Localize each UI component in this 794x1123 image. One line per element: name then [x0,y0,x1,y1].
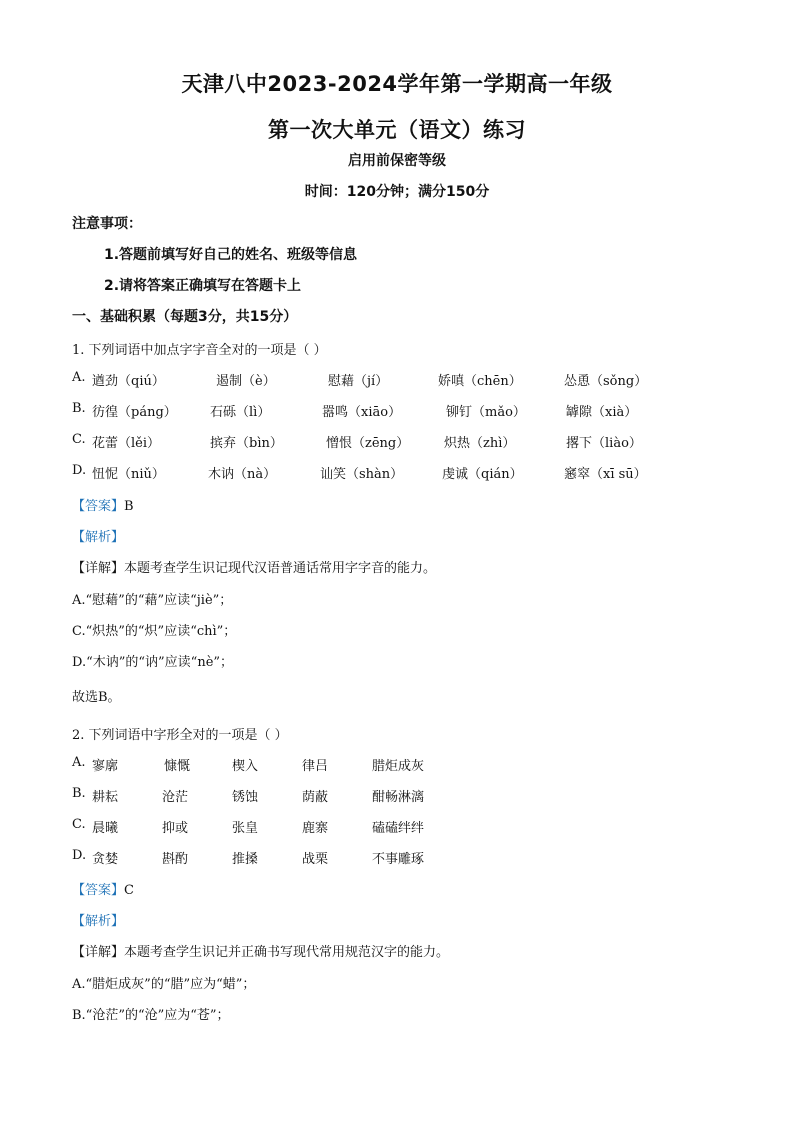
option-word: 张皇 [232,821,259,836]
q1-conclusion: 故选B。 [72,690,121,705]
option-word: 石砾（lì） [210,405,271,420]
option-word: 锈蚀 [232,790,259,805]
notice-item-2: 2.请将答案正确填写在答题卡上 [104,278,302,294]
option-word: 罅隙（xià） [566,405,638,420]
time-score-label: 时间：120分钟；满分150分 [304,184,490,200]
option-word: 彷徨（páng） [92,405,177,420]
option-word: 斟酌 [162,852,189,867]
option-word: 摈弃（bìn） [210,436,283,451]
option-word: 窸窣（xī sū） [564,467,647,482]
option-letter: B. [72,786,86,801]
option-word: 磕磕绊绊 [372,821,425,836]
option-word: 虔诚（qián） [442,467,523,482]
q1-note-d: D.“木讷”的“讷”应读“nè”； [72,655,234,670]
doc-title-line2: 第一次大单元（语文）练习 [268,118,526,142]
option-word: 撂下（liào） [566,436,642,451]
option-word: 木讷（nà） [208,467,277,482]
option-word: 不事雕琢 [372,852,425,867]
confidential-label: 启用前保密等级 [348,153,446,169]
detail-text: 本题考查学生识记现代汉语普通话常用字字音的能力。 [124,561,437,576]
option-letter: D. [72,463,87,478]
option-word: 遒劲（qiú） [92,374,165,389]
option-word: 遏制（è） [216,374,276,389]
notice-heading: 注意事项： [72,216,142,232]
section-heading: 一、基础积累（每题3分，共15分） [72,309,298,325]
analysis-tag: 【解析】 [72,530,125,545]
option-word: 忸怩（niǔ） [92,467,165,482]
analysis-tag: 【解析】 [72,914,125,929]
option-word: 推搡 [232,852,259,867]
option-word: 荫蔽 [302,790,329,805]
option-letter: A. [72,370,86,385]
detail-text: 本题考查学生识记并正确书写现代常用规范汉字的能力。 [124,945,450,960]
answer-value: C [124,883,134,898]
q1-note-a: A.“慰藉”的“藉”应读“jiè”； [72,593,233,608]
option-word: 沧茫 [162,790,189,805]
option-word: 寥廓 [92,759,119,774]
option-word: 铆钉（mǎo） [446,405,526,420]
option-word: 贪婪 [92,852,119,867]
option-word: 娇嗔（chēn） [438,374,522,389]
q2-stem: 2. 下列词语中字形全对的一项是（ ） [72,728,288,743]
answer-tag: 【答案】 [72,499,125,514]
option-letter: B. [72,401,86,416]
option-word: 慷慨 [164,759,191,774]
option-word: 怂恿（sǒng） [564,374,648,389]
option-word: 晨曦 [92,821,119,836]
option-letter: A. [72,755,86,770]
detail-tag: 【详解】 [72,561,125,576]
option-word: 战栗 [302,852,329,867]
q2-note-a: A.“腊炬成灰”的“腊”应为“蜡”； [72,977,256,992]
answer-tag: 【答案】 [72,883,125,898]
detail-tag: 【详解】 [72,945,125,960]
q1-analysis-tag [72,526,124,545]
option-word: 憎恨（zēng） [326,436,410,451]
option-word: 楔入 [232,759,259,774]
q2-answer [72,879,134,898]
option-word: 讪笑（shàn） [320,467,404,482]
q1-note-c: C.“炽热”的“炽”应读“chì”； [72,624,237,639]
q1-answer [72,495,134,514]
option-word: 律吕 [302,759,329,774]
answer-value: B [124,499,134,514]
q2-analysis-tag [72,910,124,929]
option-word: 酣畅淋漓 [372,790,425,805]
option-word: 腊炬成灰 [372,759,425,774]
q2-detail [72,941,449,960]
option-letter: C. [72,817,86,832]
option-word: 抑或 [162,821,189,836]
q2-note-b: B.“沧茫”的“沧”应为“苍”； [72,1008,230,1023]
option-word: 鹿寨 [302,821,329,836]
q1-detail [72,557,436,576]
option-word: 耕耘 [92,790,119,805]
option-word: 炽热（zhì） [444,436,516,451]
option-word: 嚣鸣（xiāo） [322,405,402,420]
option-word: 花蕾（lěi） [92,436,161,451]
option-word: 慰藉（jí） [328,374,389,389]
option-letter: D. [72,848,87,863]
doc-title-line1: 天津八中2023-2024学年第一学期高一年级 [181,72,613,96]
notice-item-1: 1.答题前填写好自己的姓名、班级等信息 [104,247,358,263]
q1-stem: 1. 下列词语中加点字字音全对的一项是（ ） [72,343,327,358]
option-letter: C. [72,432,86,447]
